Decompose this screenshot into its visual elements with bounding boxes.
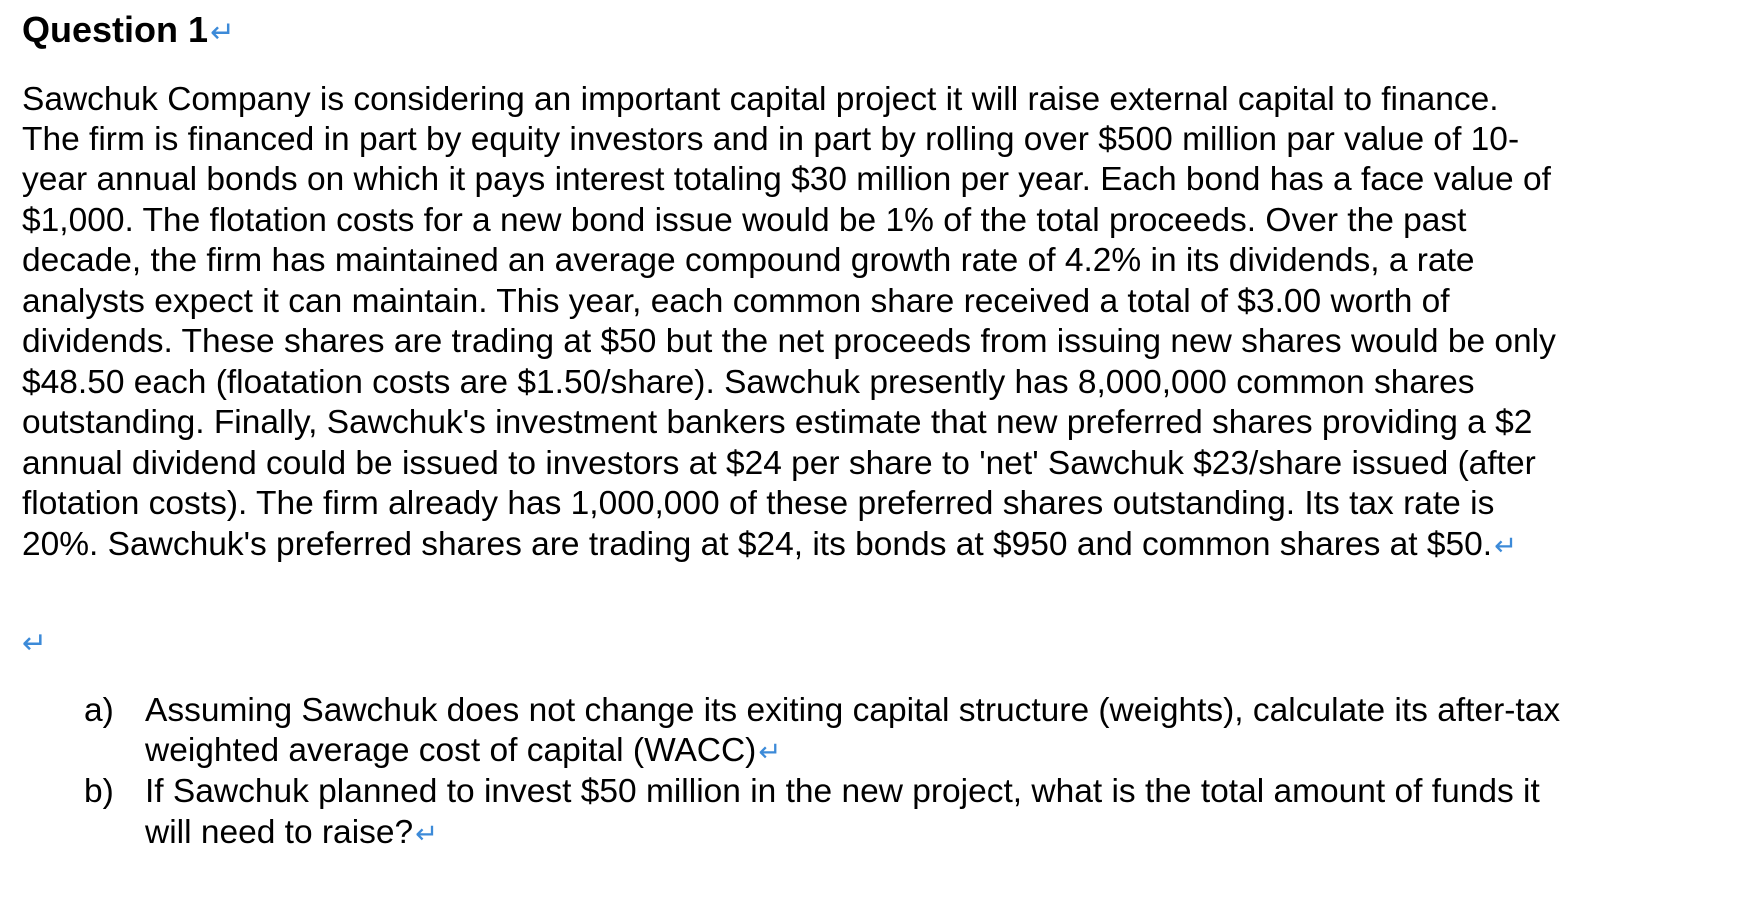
paragraph-line: 20%. Sawchuk's preferred shares are trading at $24, its bonds at $950 and common shares at $50.↵ — [22, 526, 1518, 563]
paragraph-line: flotation costs). The firm already has 1,000,000 of these preferred shares outstanding. Its tax rate is — [22, 485, 1495, 522]
paragraph-mark-icon: ↵ — [210, 16, 235, 49]
paragraph-line: outstanding. Finally, Sawchuk's investment bankers estimate that new preferred shares providing a $2 — [22, 404, 1533, 441]
paragraph-mark-icon: ↵ — [1494, 530, 1518, 561]
paragraph-line: The firm is financed in part by equity investors and in part by rolling over $500 million par value of 10- — [22, 121, 1520, 158]
list-item-line: Assuming Sawchuk does not change its exiting capital structure (weights), calculate its after-tax — [145, 692, 1561, 729]
paragraph-mark-icon: ↵ — [758, 736, 782, 767]
question-title: Question 1↵ — [22, 9, 235, 50]
paragraph-line: year annual bonds on which it pays interest totaling $30 million per year. Each bond has a face value of — [22, 161, 1551, 198]
paragraph-line: annual dividend could be issued to investors at $24 per share to 'net' Sawchuk $23/share issued (after — [22, 445, 1536, 482]
paragraph-mark-icon: ↵ — [22, 627, 48, 660]
paragraph-line: Sawchuk Company is considering an important capital project it will raise external capital to finance. — [22, 81, 1499, 118]
paragraph-line: decade, the firm has maintained an average compound growth rate of 4.2% in its dividends, a rate — [22, 242, 1475, 279]
paragraph-mark-icon: ↵ — [415, 818, 439, 849]
paragraph-line: dividends. These shares are trading at $50 but the net proceeds from issuing new shares would be only — [22, 323, 1556, 360]
paragraph-line: $48.50 each (floatation costs are $1.50/share). Sawchuk presently has 8,000,000 common shares — [22, 364, 1475, 401]
list-item-line: weighted average cost of capital (WACC)↵ — [145, 732, 782, 769]
list-item-line: will need to raise?↵ — [145, 814, 439, 851]
list-item-marker: a) — [84, 692, 114, 729]
list-item-marker: b) — [84, 773, 114, 810]
list-item-line: If Sawchuk planned to invest $50 million in the new project, what is the total amount of funds it — [145, 773, 1540, 810]
paragraph-line: analysts expect it can maintain. This year, each common share received a total of $3.00 worth of — [22, 283, 1450, 320]
paragraph-line: $1,000. The flotation costs for a new bond issue would be 1% of the total proceeds. Over the past — [22, 202, 1467, 239]
